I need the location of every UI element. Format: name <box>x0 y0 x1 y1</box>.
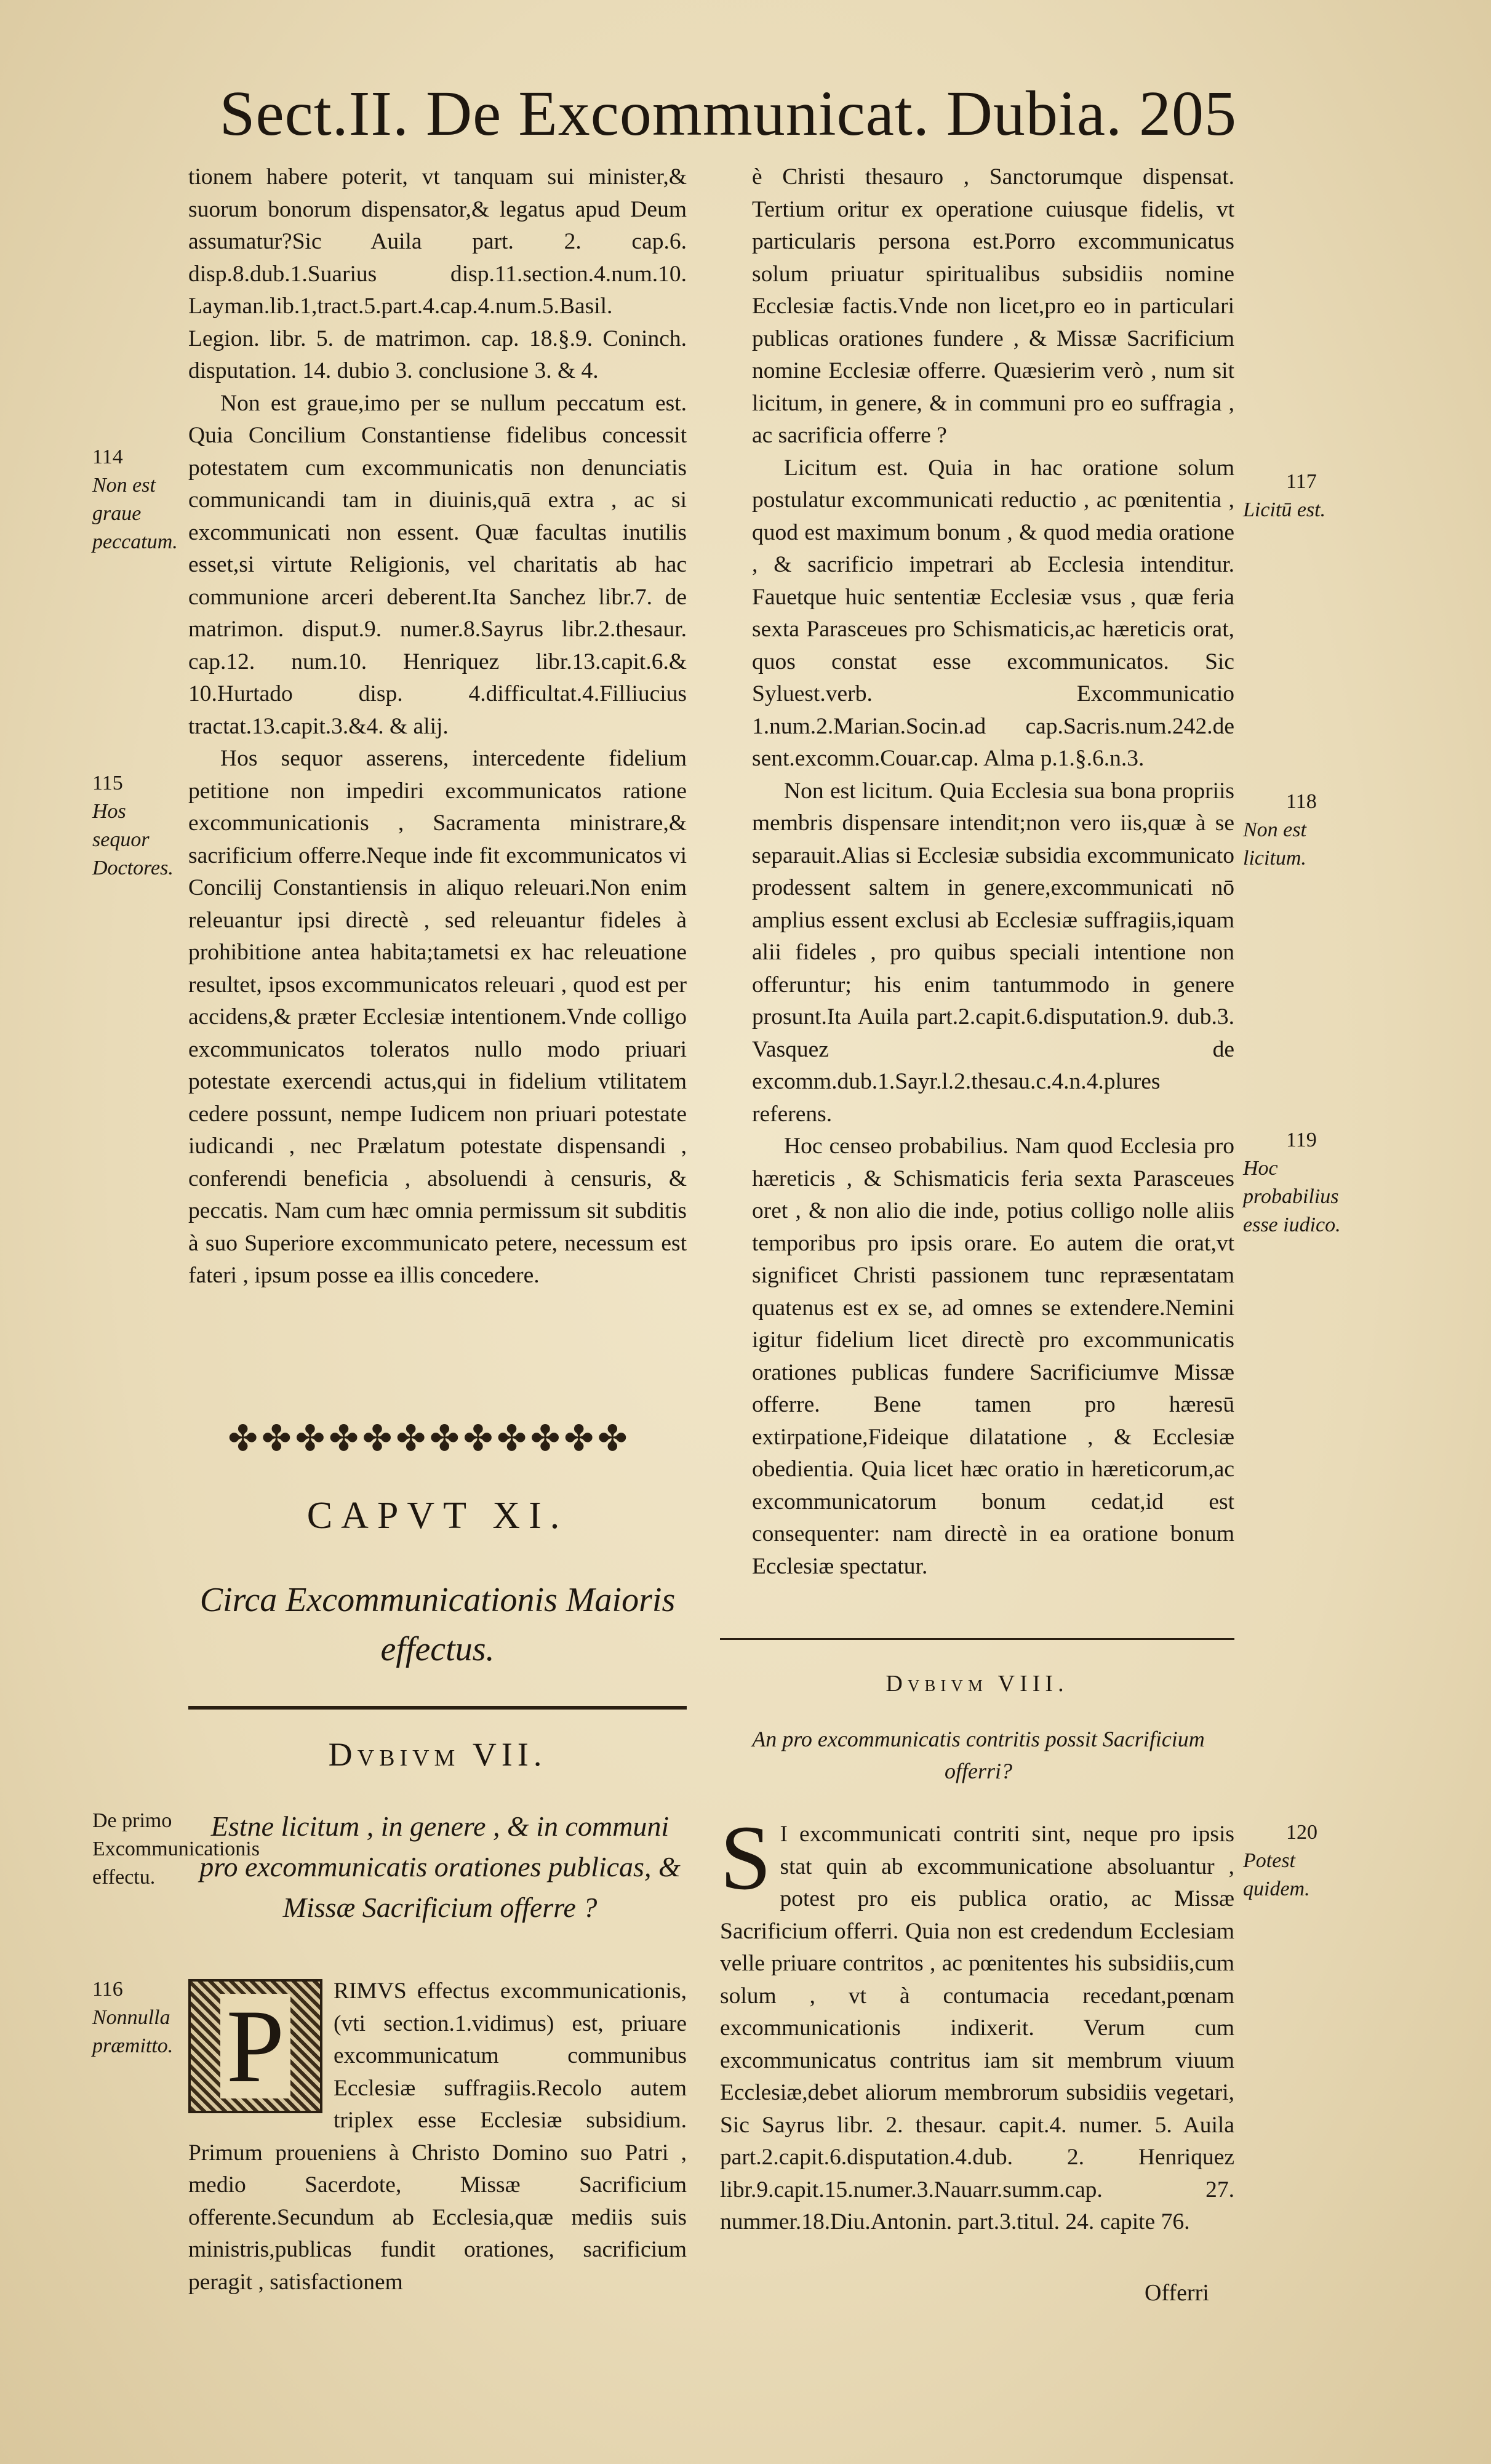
margin-text: Hoc probabilius esse iudico. <box>1243 1157 1341 1236</box>
catchword: Offerri <box>1145 2280 1209 2306</box>
chapter-title: CAPVT XI. <box>306 1495 569 1537</box>
margin-text: Licitū est. <box>1243 498 1326 521</box>
right-para-1: è Christi thesauro , Sanctorumque dispensat. Tertium oritur ex operatione cuiusque fidelis, vt particularis persona est.Porro excommunicatus solum priuatur spiritualibus subsidiis nomine Ecclesiæ factis.Vnde non licet,pro eo in particulari publicas orationes fundere , & Missæ Sacrificium nomine Ecclesiæ offerre. Quæsierim verò , num sit licitum, in genere, & in communi pro eo suffragia , ac sacrificia offerre ? <box>752 164 1234 448</box>
margin-note-119 <box>1243 1126 1348 1239</box>
dubium-8-text: I excommunicati contriti sint, neque pro ipsis stat quin ab excommunicatione absoluantur , potest pro eis publica oratio, ac Missæ Sacrificium offerri. Quia non est credendum Ecclesiam velle priuare contritos , ac pœnitentes his subsidiis,cum solum , vt à contumacia recedant,pœnam excommunicationis indixerit. Verum cum excommunicatus contritus iam sit membrum viuum Ecclesiæ,debet aliorum membrorum subsidiis vegetari, Sic Sayrus libr. 2. thesaur. capit.4. numer. 5. Auila part.2.capit.6.disputation.4.dub. 2. Henriquez libr.9.capit.15.numer.3.Nauarr.summ.cap. 27. nummer.18.Diu.Antonin. part.3.titul. 24. capite 76. <box>720 1822 1234 2234</box>
dubium-7-text: RIMVS effectus excommunicationis,(vti section.1.vidimus) est, priuare excommunicatum communibus Ecclesiæ suffragiis.Recolo autem triplex esse Ecclesiæ subsidium. Primum proueniens à Christo Domino suo Patri , medio Sacerdote, Missæ Sacrificium offerente.Secundum ab Ecclesia,quæ mediis suis ministris,publicas fundit orationes, sacrificium peragit , satisfactionem <box>188 1978 687 2295</box>
dubium-8-question: An pro excommunicatis contritis possit Sacrificium offerri? <box>752 1727 1205 1783</box>
margin-text: Non est graue peccatum. <box>92 474 178 553</box>
margin-note-117 <box>1243 468 1354 524</box>
margin-number: 115 <box>92 772 123 794</box>
margin-note-118 <box>1243 788 1348 873</box>
left-para-1: tionem habere poterit, vt tanquam sui minister,& suorum bonorum dispensator,& legatus apud Deum assumatur?Sic Auila part. 2. cap.6. disp.8.dub.1.Suarius disp.11.section.4.num.10. Layman.lib.1,tract.5.part.4.cap.4.num.5.Basil. Legion. libr. 5. de matrimon. cap. 18.§.9. Coninch. disputation. 14. dubio 3. conclusione 3. & 4. <box>188 164 687 383</box>
margin-text: Potest quidem. <box>1243 1849 1310 1900</box>
left-column <box>188 161 687 1292</box>
margin-note-116 <box>92 1975 185 2060</box>
dubium-8-body <box>720 1807 1234 2239</box>
section-rule-right <box>720 1638 1234 1640</box>
dubium-7-question: Estne licitum , in genere , & in communi pro excommunicatis orationes publicas, & Missæ Sacrificium offerre ? <box>199 1810 681 1923</box>
dropcap-p <box>188 1979 322 2113</box>
right-column <box>752 161 1234 1583</box>
dubium-8-heading: Dvbivm VIII. <box>885 1671 1069 1697</box>
right-para-4: Hoc censeo probabilius. Nam quod Ecclesia pro hæreticis , & Schismaticis feria sexta Parasceues oret , & non alio die inde, potius colligo nolle aliis temporibus pro ipsis orare. Eo autem die orat,vt significet Christi passionem tunc repræsentatam quatenus est ex se, ad omnes se extendere.Nemini igitur fidelium licet directè pro excommunicatis orationes publicas fundere Sacrificiumve Missæ offerre. Bene tamen pro hæresū extirpatione,Fideique dilatatione , & Ecclesiæ obedientia. Quia licet hæc oratio in hæreticorum,ac excommunicatorum bonum cedat,id est consequenter: nam directè in ea oratione bonum Ecclesiæ spectatur. <box>752 1134 1234 1579</box>
margin-number: 114 <box>92 446 123 468</box>
chapter-subtitle: Circa Excommunicationis Maioris effectus. <box>199 1581 676 1668</box>
margin-text: Hos sequor Doctores. <box>92 800 174 879</box>
margin-number: 118 <box>1286 790 1317 813</box>
dubium-7-heading: Dvbivm VII. <box>328 1736 547 1773</box>
margin-note-115 <box>92 769 185 882</box>
dropcap-letter: P <box>220 1994 291 2098</box>
left-para-2: Non est graue,imo per se nullum peccatum est. Quia Concilium Constantiense fidelibus concessit potestatem cum excommunicatis non denunciatis communicandi tam in diuinis,quā extra , ac si excommunicati non essent. Quæ facultas inutilis esset,si virtute Religionis, vel charitatis ab hac communione arceri deberent.Ita Sanchez libr.7. de matrimon. disput.9. numer.8.Sayrus libr.2.thesaur. cap.12. num.10. Henriquez libr.13.capit.6.& 10.Hurtado disp. 4.difficultat.4.Filliucius tractat.13.capit.3.&4. & alij. <box>188 390 687 739</box>
ornament-band: ✤✤✤✤✤✤✤✤✤✤✤✤ <box>228 1417 631 1459</box>
running-header: Sect.II. De Excommunicat. Dubia. 205 <box>219 78 1237 149</box>
margin-note-114 <box>92 443 185 556</box>
left-para-3: Hos sequor asserens, intercedente fidelium petitione non impediri excommunicatos ratione excommunicationis , Sacramenta ministrare,& sacrificium offerre.Neque inde fit excommunicatos vi Concilij Constantiensis in aliquo releuari.Non enim releuantur ipsi directè , sed releuantur fideles à prohibitione antea habita;tametsi ex hac releuatione resultet, ipsos excommunicatos releuari , quod est per accidens,& præter Ecclesiæ intentionem.Vnde colligo excommunicatos toleratos nullo modo priuari potestate exercendi actus,qui in fidelium vtilitatem cedere possunt, nempe Iudicem non priuari potestate iudicandi , nec Prælatum potestate dispensandi , conferendi beneficia , absoluendi à censuris, & peccatis. Nam cum hæc omnia permissum sit subditis à suo Superiore excommunicato petere, necessum est fateri , ipsum posse ea illis concedere. <box>188 746 687 1288</box>
margin-text: Nonnulla præmitto. <box>92 2006 174 2057</box>
right-para-2: Licitum est. Quia in hac oratione solum postulatur excommunicati reductio , ac pœnitentia , quod est maximum bonum , & quod media oratione , & sacrificio impetrari ab Ecclesia intenditur. Fauetque huic sententiæ Ecclesiæ vsus , quæ feria sexta Parasceues pro Schismaticis,ac hæreticis orat, quos constat esse excommunicatos. Sic Syluest.verb. Excommunicatio 1.num.2.Marian.Socin.ad cap.Sacris.num.242.de sent.excomm.Couar.cap. Alma p.1.§.6.n.3. <box>752 455 1234 771</box>
margin-number: 117 <box>1286 470 1317 493</box>
margin-number: 116 <box>92 1978 123 2001</box>
margin-number: 120 <box>1286 1821 1317 1844</box>
margin-note-effectus: De primo Excommunicationis effectu. <box>92 1809 260 1889</box>
dubium-7-body <box>188 1975 687 2298</box>
right-para-3: Non est licitum. Quia Ecclesia sua bona propriis membris dispensare intendit;non vero iis,quæ à se separauit.Alias si Ecclesiæ subsidia excommunicato prodessent saltem in genere,excommunicati nō amplius essent exclusi ab Ecclesiæ suffragiis,iquam alii fideles , pro quibus speciali intentione non offeruntur; his enim tantummodo in genere prosunt.Ita Auila part.2.capit.6.disputation.9. dub.3. Vasquez de excomm.dub.1.Sayr.l.2.thesau.c.4.n.4.plures referens. <box>752 778 1234 1127</box>
margin-text: Non est licitum. <box>1243 818 1306 870</box>
margin-number: 119 <box>1286 1129 1317 1151</box>
section-rule <box>188 1706 687 1710</box>
margin-note-120 <box>1243 1818 1348 1903</box>
initial-s: S <box>720 1807 772 1909</box>
